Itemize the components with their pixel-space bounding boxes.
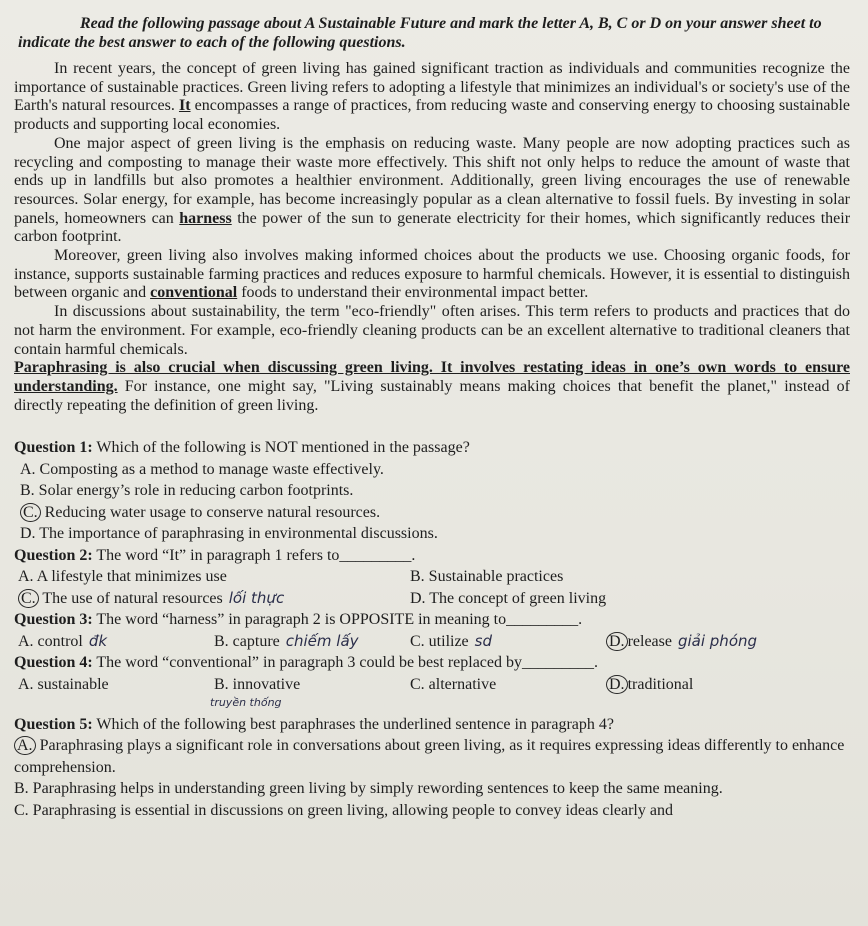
handwritten-note: chiếm lấy xyxy=(285,631,359,650)
q3-option-d[interactable]: D. release giải phóng xyxy=(606,631,757,653)
question-2: Question 2: The word “It” in paragraph 1 refers to_________. xyxy=(14,546,416,564)
q3-option-c[interactable]: C. utilize sd xyxy=(410,631,492,650)
handwritten-note: đk xyxy=(88,631,108,650)
q4-handwritten-note: truyền thống xyxy=(210,696,282,710)
question-3: Question 3: The word “harness” in paragraph 2 is OPPOSITE in meaning to_________. xyxy=(14,611,583,629)
word-it: It xyxy=(178,97,191,115)
q2-option-a[interactable]: A. A lifestyle that minimizes use xyxy=(18,568,227,586)
q5-option-b[interactable]: B. Paraphrasing helps in understanding green living by simply rewording sentences to keep the same meaning. xyxy=(14,780,723,798)
q3-option-b[interactable]: B. capture chiếm lấy xyxy=(214,631,359,650)
q1-option-b[interactable]: B. Solar energy’s role in reducing carbon footprints. xyxy=(20,482,354,500)
q5-option-a[interactable]: A. Paraphrasing plays a significant role in conversations about green living, as it requires expressing ideas differently to enhance comprehension. xyxy=(14,737,845,776)
circled-answer: A. xyxy=(14,736,36,755)
q5-option-c[interactable]: C. Paraphrasing is essential in discussions on green living, allowing people to convey ideas clearly and xyxy=(14,801,673,819)
handwritten-note: lối thực xyxy=(228,588,285,607)
q1-option-c[interactable]: C. Reducing water usage to conserve natural resources. xyxy=(20,502,850,524)
paragraph-5: Paraphrasing is also crucial when discussing green living. It involves restating ideas in one’s own words to ensure understanding. For instance, one might say, "Living sustainably means making choices that benefit the planet," instead of directly repeating the definition of green living. xyxy=(14,359,851,414)
q2-row-2 xyxy=(18,588,850,610)
instruction-text: Read the following passage about A Sustainable Future and mark the letter A, B, C or D on your answer sheet to indicate the best answer to each of the following questions. xyxy=(18,15,822,51)
question-4: Question 4: The word “conventional” in paragraph 3 could be best replaced by_________. xyxy=(14,654,598,672)
q2-option-b[interactable]: B. Sustainable practices xyxy=(410,568,564,586)
underlined-sentence: Paraphrasing is also crucial when discussing green living. It involves restating ideas in one’s own words to ensure understanding. xyxy=(14,359,850,395)
paragraph-3: Moreover, green living also involves making informed choices about the products we use. Choosing organic foods, for instance, supports sustainable farming practices and reduces exposure to harmful chemicals. However, it is essential to distinguish between organic and conventional foods to understand their environmental impact better. xyxy=(14,247,850,302)
word-conventional: conventional xyxy=(150,284,238,302)
q4-option-a[interactable]: A. sustainable xyxy=(18,675,109,693)
questions-section xyxy=(14,437,850,821)
circled-answer: C. xyxy=(20,503,41,522)
q3-row xyxy=(18,631,850,653)
q4-option-b[interactable]: B. innovative xyxy=(214,675,301,693)
paragraph-2: One major aspect of green living is the emphasis on reducing waste. Many people are now adopting practices such as recycling and composting to manage their waste more effectively. This shift not only helps to reduce the amount of waste that ends up in landfills but also promotes a healthier environment. Additionally, green living encourages the use of renewable resources. Solar energy, for example, has become increasingly popular as a clean alternative to fossil fuels. By investing in solar panels, homeowners can harness the power of the sun to generate electricity for their homes, which significantly reduces their carbon footprint. xyxy=(14,134,851,246)
question-1: Question 1: Which of the following is NOT mentioned in the passage? xyxy=(14,439,470,457)
q3-option-a[interactable]: A. control đk xyxy=(18,631,108,650)
q1-option-a[interactable]: A. Composting as a method to manage waste effectively. xyxy=(20,460,384,478)
handwritten-note: sd xyxy=(474,631,492,650)
q2-row-1 xyxy=(18,566,850,588)
q2-option-c[interactable]: C. The use of natural resources lối thực xyxy=(18,588,410,610)
paragraph-4: In discussions about sustainability, the term "eco-friendly" often arises. This term refers to products and practices that do not harm the environment. For example, eco-friendly cleaning products can be an excellent alternative to traditional cleaners that contain harmful chemicals. xyxy=(14,303,850,358)
question-5: Question 5: Which of the following best paraphrases the underlined sentence in paragraph 4? xyxy=(14,715,614,733)
q4-option-d[interactable]: D. traditional xyxy=(606,674,693,696)
handwritten-note: giải phóng xyxy=(677,631,758,650)
paragraph-1: In recent years, the concept of green living has gained significant traction as individuals and communities recognize the importance of sustainable practices. Green living refers to adopting a lifestyle that minimizes an individual's or society's use of the Earth's natural resources. It encompasses a range of practices, from reducing waste and conserving energy to choosing sustainable products and supporting local economies. xyxy=(14,60,850,134)
circled-answer: C. xyxy=(18,589,39,608)
q4-option-c[interactable]: C. alternative xyxy=(410,675,497,693)
circled-answer: D. xyxy=(606,632,628,651)
q1-option-d[interactable]: D. The importance of paraphrasing in environmental discussions. xyxy=(20,525,438,543)
circled-answer: D. xyxy=(606,675,628,694)
q2-option-d[interactable]: D. The concept of green living xyxy=(410,589,607,607)
word-harness: harness xyxy=(179,209,232,227)
